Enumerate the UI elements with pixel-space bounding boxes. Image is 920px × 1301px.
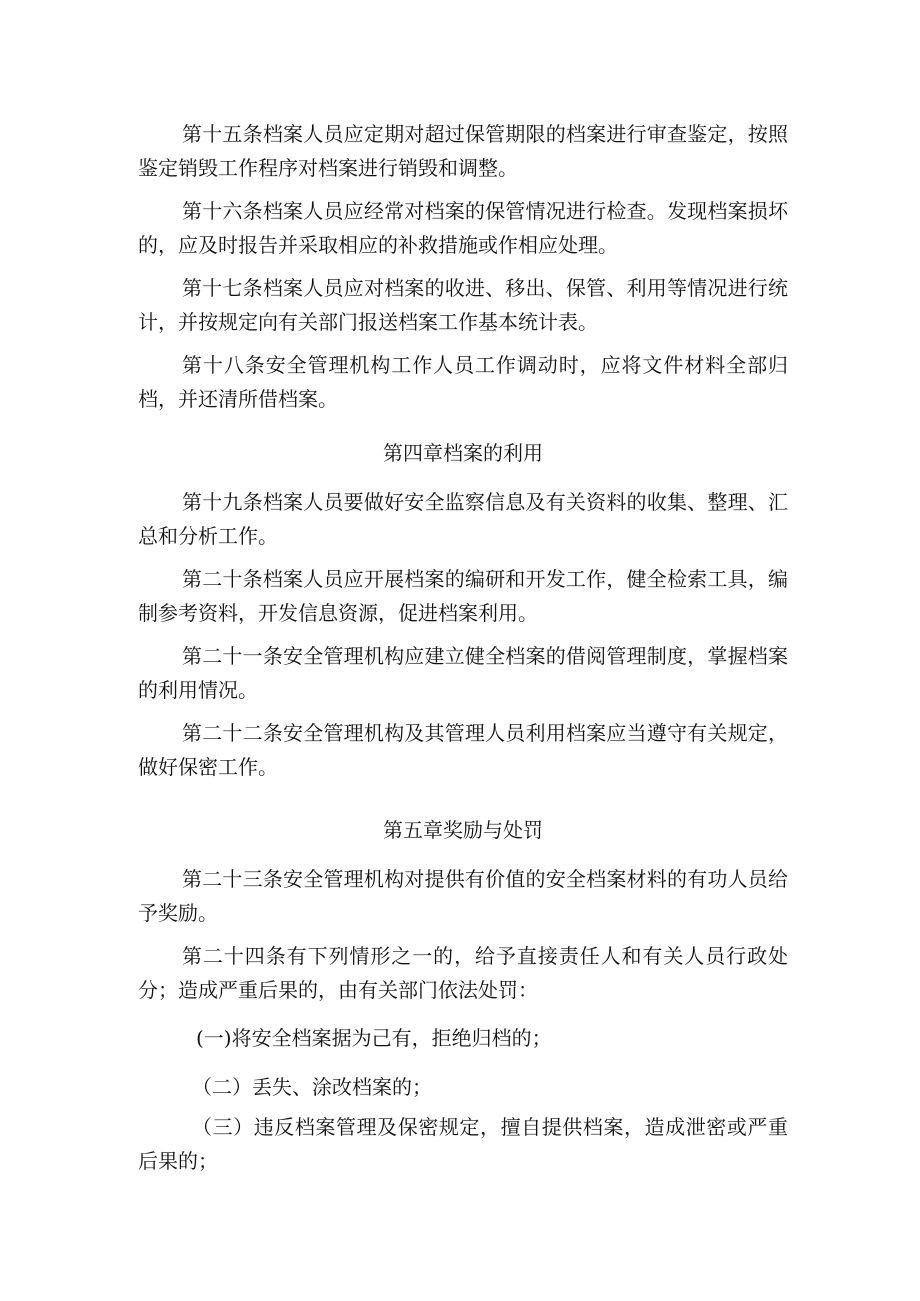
article-15: 第十五条档案人员应定期对超过保管期限的档案进行审查鉴定，按照鉴定销毁工作程序对档案进行销毁和调整。 — [138, 122, 788, 180]
article-20: 第二十条档案人员应开展档案的编研和开发工作，健全检索工具，编制参考资料，开发信息资源，促进档案利用。 — [138, 567, 788, 625]
chapter-5-heading: 第五章奖励与处罚 — [383, 818, 543, 842]
article-22: 第二十二条安全管理机构及其管理人员利用档案应当遵守有关规定，做好保密工作。 — [138, 721, 788, 779]
chapter-4-heading: 第四章档案的利用 — [383, 441, 543, 465]
article-17: 第十七条档案人员应对档案的收进、移出、保管、利用等情况进行统计，并按规定向有关部门报送档案工作基本统计表。 — [138, 276, 788, 334]
list-item: （三）违反档案管理及保密规定，擅自提供档案，造成泄密或严重后果的； — [138, 1115, 788, 1173]
article-23: 第二十三条安全管理机构对提供有价值的安全档案材料的有功人员给予奖励。 — [138, 867, 788, 925]
article-21: 第二十一条安全管理机构应建立健全档案的借阅管理制度，掌握档案的利用情况。 — [138, 644, 788, 702]
list-item: (一)将安全档案据为己有，拒绝归档的； — [196, 1026, 552, 1050]
article-16: 第十六条档案人员应经常对档案的保管情况进行检查。发现档案损坏的，应及时报告并采取相应的补救措施或作相应处理。 — [138, 199, 788, 257]
article-24: 第二十四条有下列情形之一的，给予直接责任人和有关人员行政处分；造成严重后果的，由有关部门依法处罚： — [138, 944, 788, 1002]
article-18: 第十八条安全管理机构工作人员工作调动时，应将文件材料全部归档，并还清所借档案。 — [138, 353, 788, 411]
list-item: （二）丢失、涂改档案的； — [192, 1075, 432, 1099]
article-19: 第十九条档案人员要做好安全监察信息及有关资料的收集、整理、汇总和分析工作。 — [138, 490, 788, 548]
